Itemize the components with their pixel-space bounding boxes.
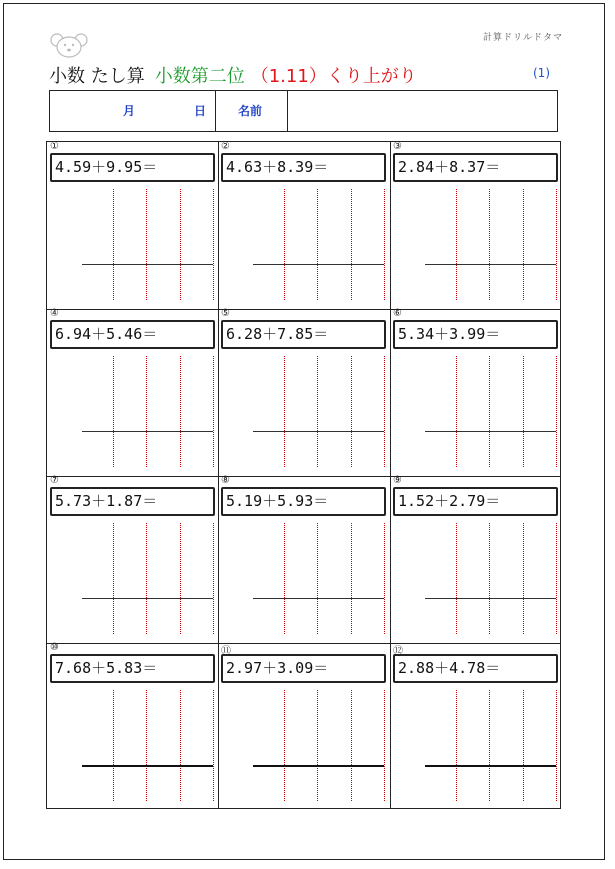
answer-work-area[interactable] (392, 687, 557, 804)
month-label: 月 (123, 104, 136, 118)
answer-work-area[interactable] (392, 520, 557, 637)
problem-expression: 7.68＋5.83＝ (50, 654, 215, 683)
brand-label: 計算ドリルドタマ (482, 33, 563, 43)
answer-work-area[interactable] (49, 520, 214, 637)
answer-work-area[interactable] (220, 186, 385, 303)
problem-number: ⑨ (393, 475, 402, 486)
grid-column-divider (218, 142, 219, 808)
mouse-logo-icon (50, 32, 88, 58)
problem-grid (46, 141, 561, 809)
problem-number: ⑪ (221, 646, 231, 657)
problem-number: ⑤ (221, 308, 230, 319)
problem-expression: 6.28＋7.85＝ (221, 320, 386, 349)
answer-work-area[interactable] (49, 186, 214, 303)
grid-column-divider (390, 142, 391, 808)
grid-row-divider (47, 309, 560, 310)
answer-work-area[interactable] (392, 186, 557, 303)
answer-work-area[interactable] (392, 353, 557, 470)
problem-expression: 2.84＋8.37＝ (393, 153, 558, 182)
day-label: 日 (194, 104, 207, 118)
grid-row-divider (47, 476, 560, 477)
title-carry: （1.11）くり上がり (250, 66, 417, 87)
problem-number: ⑥ (393, 308, 402, 319)
problem-expression: 1.52＋2.79＝ (393, 487, 558, 516)
name-field[interactable] (288, 91, 557, 131)
title-main: 小数 たし算 (49, 66, 145, 87)
problem-expression: 2.88＋4.78＝ (393, 654, 558, 683)
name-label: 名前 (238, 104, 263, 118)
problem-number: ⑫ (393, 646, 403, 657)
problem-expression: 5.73＋1.87＝ (50, 487, 215, 516)
title-level: 小数第二位 (154, 66, 245, 87)
problem-number: ⑩ (50, 642, 59, 653)
problem-expression: 6.94＋5.46＝ (50, 320, 215, 349)
divider (215, 91, 216, 131)
problem-number: ⑧ (221, 475, 230, 486)
problem-number: ③ (393, 141, 402, 152)
problem-expression: 4.59＋9.95＝ (50, 153, 215, 182)
problem-number: ⑦ (50, 475, 59, 486)
name-date-box (49, 90, 558, 132)
problem-number: ② (221, 141, 230, 152)
answer-work-area[interactable] (220, 520, 385, 637)
answer-work-area[interactable] (220, 353, 385, 470)
problem-expression: 2.97＋3.09＝ (221, 654, 386, 683)
problem-number: ④ (50, 308, 59, 319)
answer-work-area[interactable] (49, 353, 214, 470)
answer-work-area[interactable] (49, 687, 214, 804)
problem-number: ① (50, 141, 59, 152)
problem-expression: 5.34＋3.99＝ (393, 320, 558, 349)
answer-work-area[interactable] (220, 687, 385, 804)
grid-row-divider (47, 643, 560, 644)
problem-expression: 4.63＋8.39＝ (221, 153, 386, 182)
worksheet-title (49, 62, 417, 88)
problem-expression: 5.19＋5.93＝ (221, 487, 386, 516)
page-number: (1) (533, 66, 550, 80)
